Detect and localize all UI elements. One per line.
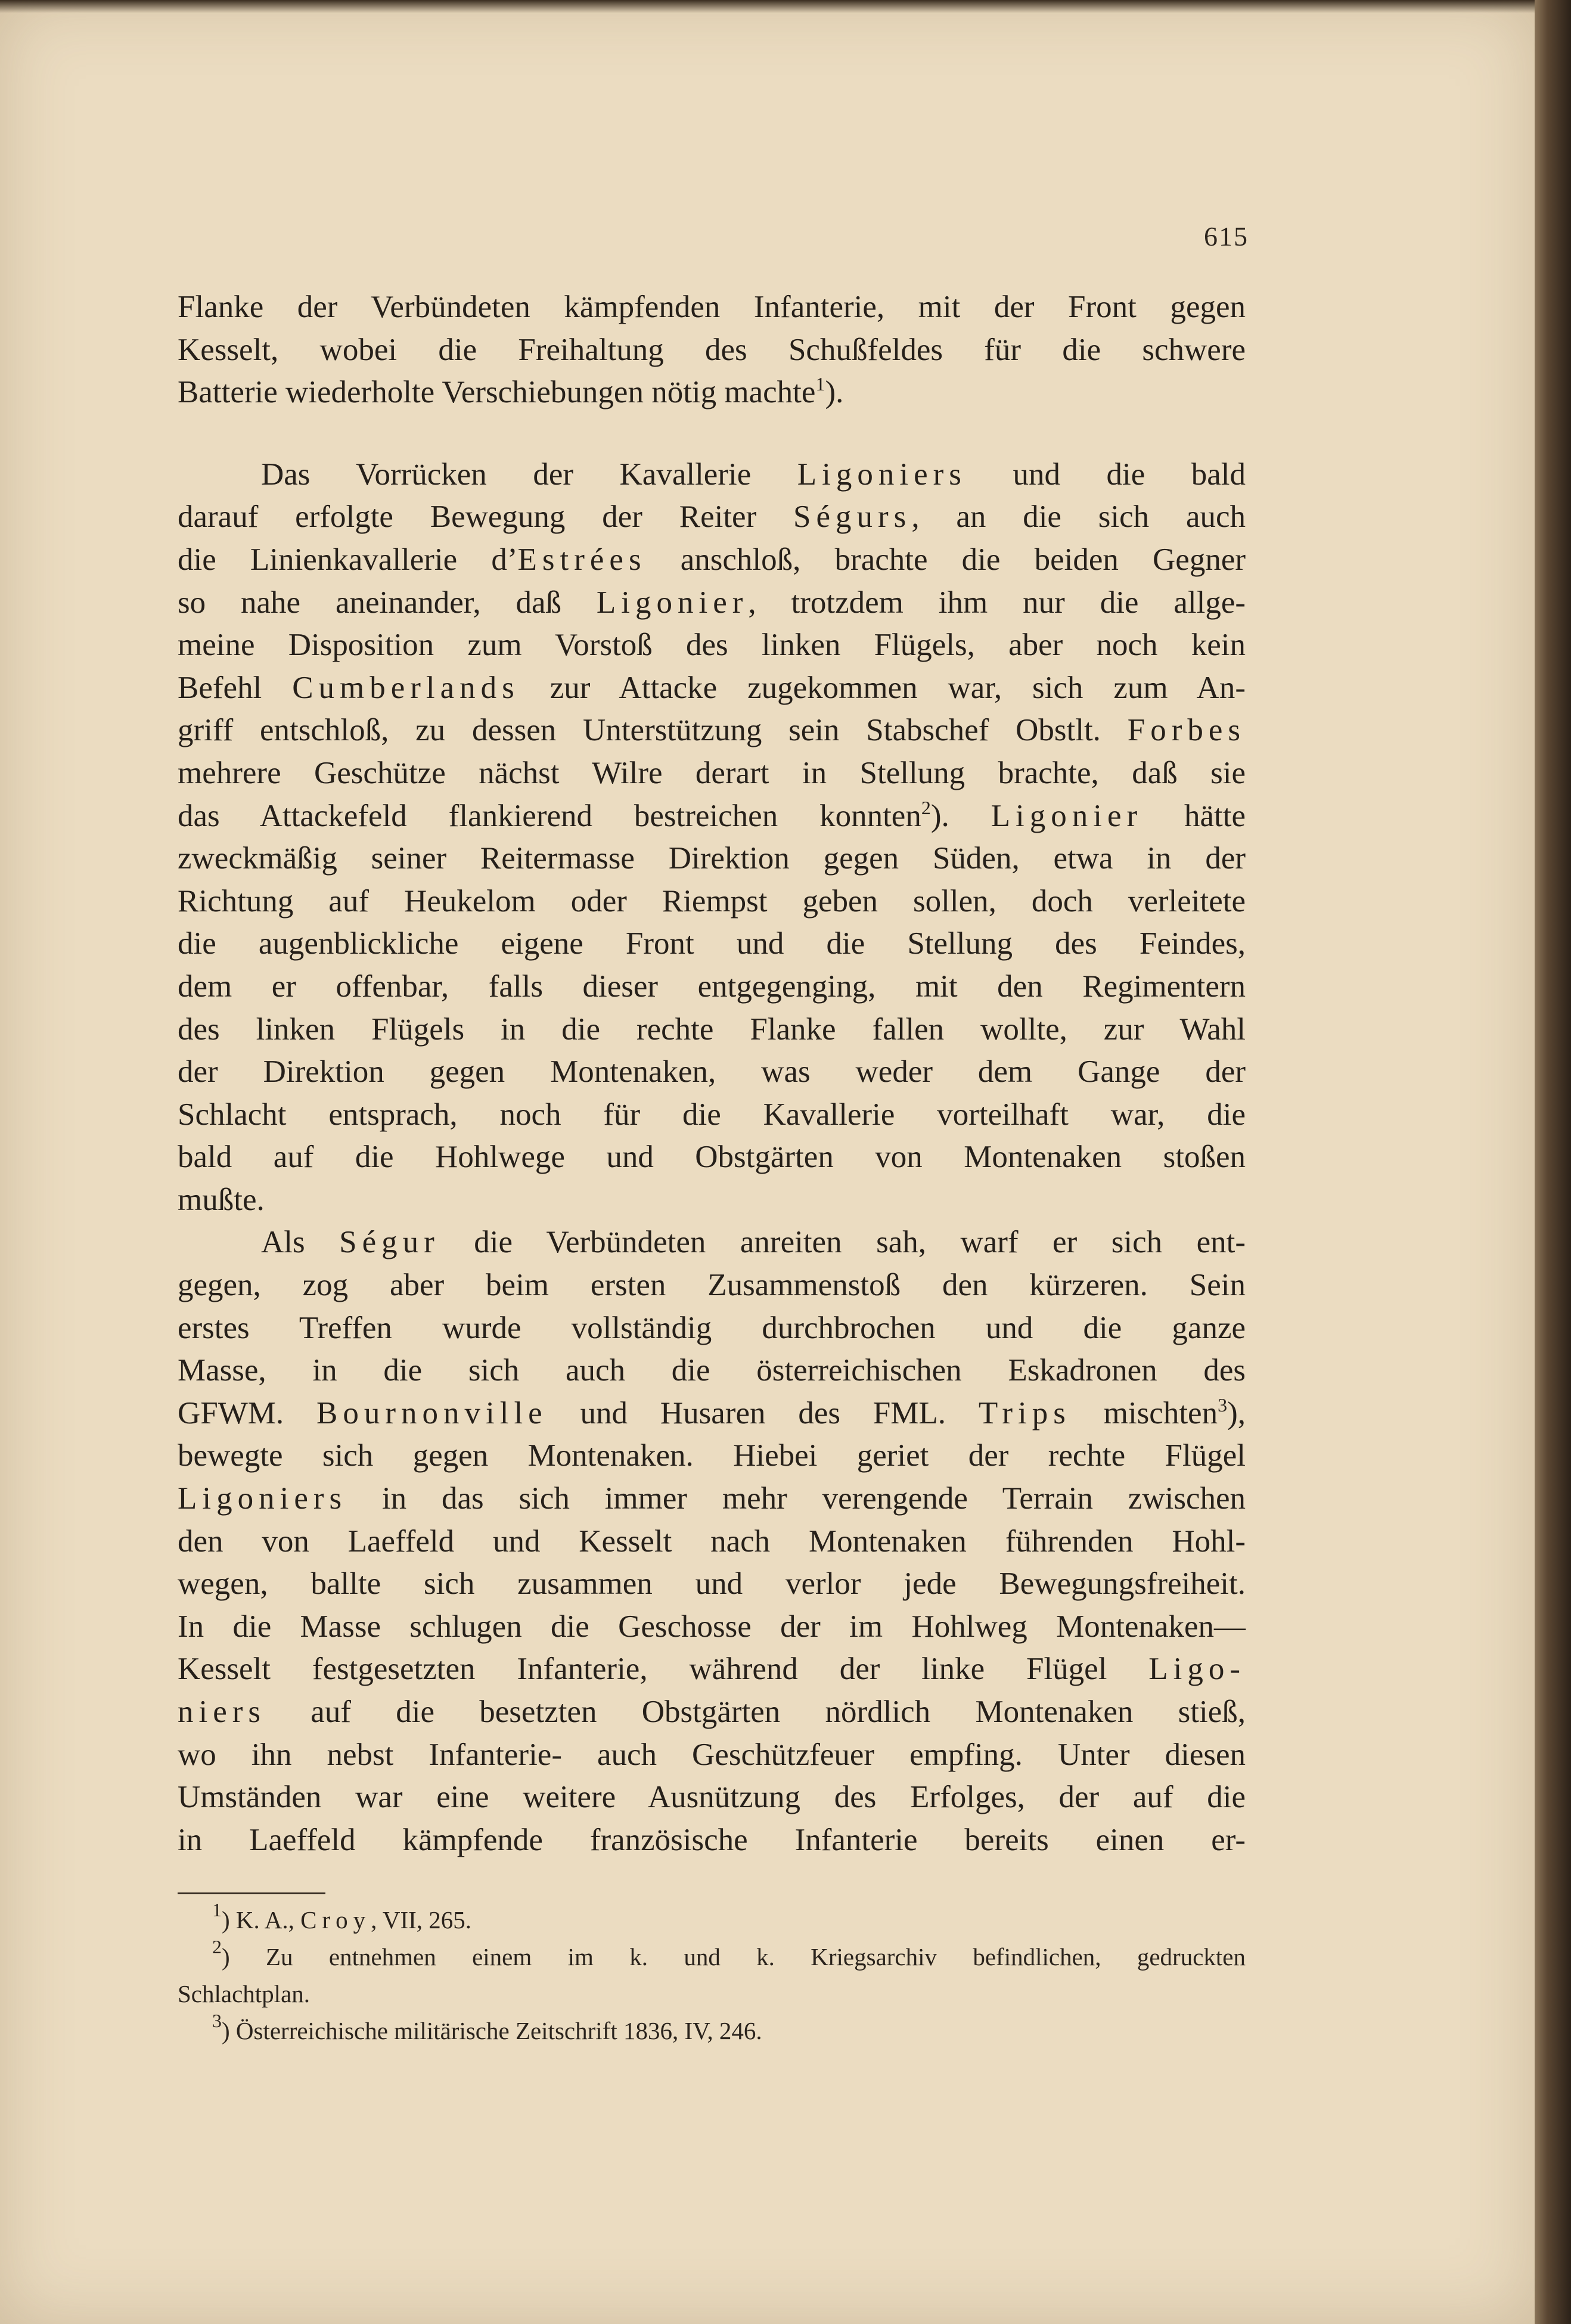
text-line: Flanke der Verbündeten kämpfenden Infanterie, mit der Front gegen	[178, 290, 1246, 324]
person-name: Trips	[978, 1395, 1071, 1431]
text-line	[178, 1478, 1246, 1521]
text-span: Kesselt festgesetzten Infanterie, während der linke Flügel	[178, 1652, 1149, 1687]
text-line: Kesselt, wobei die Freihaltung des Schußfeldes für die schwere	[178, 332, 1246, 367]
text-line: dem er offenbar, falls dieser entgegenging, mit den Regimentern	[178, 969, 1246, 1004]
text-line: In die Masse schlugen die Geschosse der im Hohlweg Montenaken—	[178, 1609, 1246, 1644]
person-name: niers	[178, 1695, 266, 1729]
text-line: mehrere Geschütze nächst Wilre derart in Stellung brachte, daß sie	[178, 755, 1246, 790]
footnote-ref: 2	[921, 796, 931, 818]
text-line: wegen, ballte sich zusammen und verlor jede Bewegungsfreiheit.	[178, 1566, 1246, 1602]
footnote-mark: 2	[212, 1936, 222, 1957]
text-line: Masse, in die sich auch die österreichischen Eskadronen des	[178, 1353, 1246, 1388]
text-line: erstes Treffen wurde vollständig durchbrochen und die ganze	[178, 1310, 1246, 1345]
text-span: Das Vorrücken der Kavallerie	[261, 457, 797, 492]
text-span: ) K. A.,	[222, 1906, 301, 1934]
footnote-1	[178, 1901, 1246, 1938]
footnote-ref: 1	[815, 373, 825, 395]
text-span: GFWM.	[178, 1395, 316, 1431]
text-span: so nahe aneinander, daß	[178, 585, 597, 620]
text-line: den von Laeffeld und Kesselt nach Montenaken führenden Hohl-	[178, 1524, 1246, 1559]
text-line: der Direktion gegen Montenaken, was weder dem Gange der	[178, 1054, 1246, 1090]
text-span: die Linienkavallerie d’	[178, 542, 518, 577]
text-span: und Husaren des FML.	[547, 1395, 979, 1431]
text-line	[178, 496, 1246, 539]
text-line: meine Disposition zum Vorstoß des linken Flügels, aber noch kein	[178, 628, 1246, 663]
person-name: Estrées	[517, 542, 647, 577]
text-span: , VII, 265.	[371, 1906, 472, 1934]
text-line	[178, 582, 1246, 625]
footnote-2	[178, 1938, 1246, 1975]
text-line: die augenblickliche eigene Front und die Stellung des Feindes,	[178, 926, 1246, 961]
text-line: des linken Flügels in die rechte Flanke fallen wollte, zur Wahl	[178, 1011, 1246, 1047]
text-line: Umständen war eine weitere Ausnützung des Erfolges, der auf die	[178, 1780, 1246, 1815]
text-span: , an die sich auch	[911, 499, 1246, 535]
text-line: mußte.	[178, 1182, 265, 1217]
text-line	[178, 1221, 1246, 1264]
text-span: ),	[1227, 1395, 1246, 1431]
text-span: Batterie wiederholte Verschiebungen nötig machte	[178, 375, 816, 410]
text-line	[178, 539, 1246, 582]
text-line: gegen, zog aber beim ersten Zusammenstoß den kürzeren. Sein	[178, 1268, 1246, 1303]
text-span: ) Österreichische militärische Zeitschrift 1836, IV, 246.	[222, 2017, 762, 2044]
person-name: Ligo-	[1148, 1652, 1246, 1687]
text-span: darauf erfolgte Bewegung der Reiter	[178, 499, 794, 535]
text-line: bald auf die Hohlwege und Obstgärten von Montenaken stoßen	[178, 1140, 1246, 1175]
text-span: ) Zu entnehmen einem im k. und k. Kriegsarchiv befindlichen, gedruckten	[222, 1943, 1246, 1971]
text-span: das Attackefeld flankierend bestreichen konnten	[178, 798, 921, 833]
text-line	[178, 371, 1246, 414]
text-span: und die bald	[966, 457, 1246, 492]
text-span: anschloß, brachte die beiden Gegner	[646, 542, 1246, 577]
text-line: Schlacht entsprach, noch für die Kavallerie vorteilhaft war, die	[178, 1097, 1246, 1132]
footnote-mark: 3	[212, 2010, 222, 2031]
footnotes	[178, 1901, 1246, 2049]
text-line	[178, 709, 1246, 752]
text-span: Als	[261, 1225, 340, 1260]
text-span: mischten	[1070, 1395, 1218, 1431]
text-line: bewegte sich gegen Montenaken. Hiebei geriet der rechte Flügel	[178, 1438, 1246, 1473]
person-name: Bournonville	[316, 1395, 548, 1431]
text-span: auf die besetzten Obstgärten nördlich Montenaken stieß,	[266, 1695, 1246, 1729]
paragraph-gap	[178, 414, 1246, 454]
person-name: Croy	[300, 1906, 371, 1934]
person-name: Ligoniers	[797, 457, 967, 492]
text-span: hätte	[1142, 798, 1246, 833]
footnote-mark: 1	[212, 1899, 222, 1920]
text-line: Richtung auf Heukelom oder Riempst geben sollen, doch verleitete	[178, 883, 1246, 919]
text-line	[178, 454, 1246, 497]
text-line: in Laeffeld kämpfende französische Infanterie bereits einen er-	[178, 1822, 1246, 1857]
text-span: die Verbündeten anreiten sah, warf er sich ent-	[439, 1225, 1246, 1260]
text-span: ).	[825, 375, 844, 410]
text-span: griff entschloß, zu dessen Unterstützung sein Stabschef Obstlt.	[178, 713, 1128, 748]
person-name: Ségurs	[793, 499, 912, 535]
text-span: zur Attacke zugekommen war, sich zum An-	[519, 670, 1246, 705]
page-number: 615	[1204, 221, 1249, 252]
text-span: Befehl	[178, 670, 293, 705]
text-line	[178, 795, 1246, 838]
person-name: Ligoniers	[178, 1481, 347, 1516]
book-spine-edge	[1535, 0, 1571, 2324]
person-name: Ségur	[339, 1225, 440, 1260]
footnote-2-continued: Schlachtplan.	[178, 1980, 311, 2007]
main-text	[178, 286, 1246, 1861]
text-line	[178, 667, 1246, 710]
text-line: zweckmäßig seiner Reitermasse Direktion gegen Süden, etwa in der	[178, 841, 1246, 876]
text-line	[178, 1648, 1246, 1691]
person-name: Forbes	[1127, 713, 1246, 748]
text-line: wo ihn nebst Infanterie- auch Geschützfeuer empfing. Unter diesen	[178, 1737, 1246, 1772]
text-span: ).	[930, 798, 991, 833]
text-span: , trotzdem ihm nur die allge-	[748, 585, 1246, 620]
person-name: Cumberlands	[292, 670, 520, 705]
text-span: in das sich immer mehr verengende Terrain zwischen	[347, 1481, 1246, 1516]
person-name: Ligonier	[596, 585, 749, 620]
text-line	[178, 1691, 1246, 1734]
footnote-3	[178, 2012, 1246, 2049]
footnote-ref: 3	[1218, 1394, 1228, 1416]
page-top-shadow	[0, 0, 1535, 13]
footnote-divider	[178, 1892, 325, 1894]
person-name: Ligonier	[991, 798, 1143, 833]
text-line	[178, 1392, 1246, 1435]
